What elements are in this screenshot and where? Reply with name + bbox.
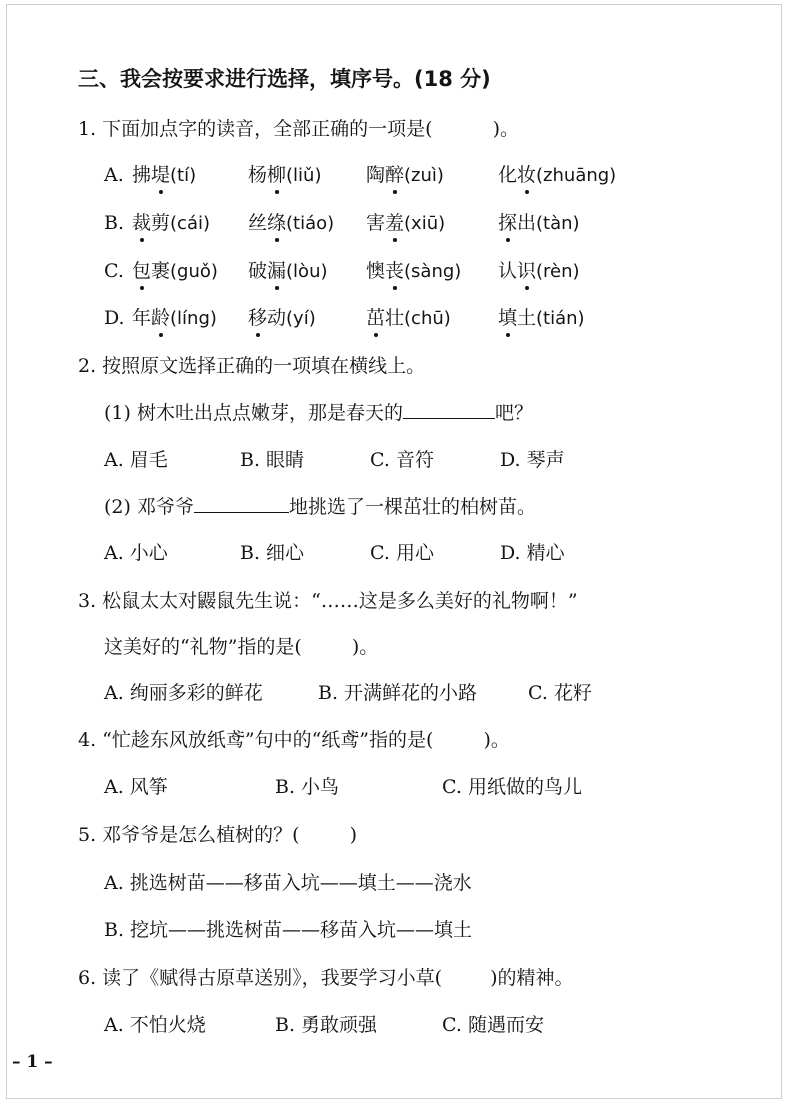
pinyin: (zhuāng): [536, 165, 617, 186]
option-b[interactable]: B. 小鸟: [275, 776, 340, 798]
dotted-char: 漏: [267, 260, 287, 282]
option-d-letter[interactable]: D.: [104, 307, 125, 329]
option-b[interactable]: B. 细心: [240, 542, 305, 564]
word-item: [366, 258, 461, 285]
question-6-stem: [78, 965, 574, 991]
question-4-stem-end: )。: [483, 729, 510, 751]
word-char: 杨: [248, 164, 268, 186]
option-c[interactable]: C. 用心: [370, 542, 434, 564]
word-char: 年: [132, 307, 152, 329]
question-2-sub2-end: 地挑选了一棵茁壮的柏树苗。: [288, 496, 536, 518]
option-b[interactable]: B. 勇敢顽强: [275, 1014, 378, 1036]
option-a[interactable]: A. 小心: [104, 542, 168, 564]
question-3-line2-text: 这美好的“礼物”指的是(: [104, 636, 302, 658]
option-b-letter[interactable]: B.: [104, 212, 125, 234]
word-char: 拂: [132, 164, 152, 186]
option-a-letter[interactable]: A.: [104, 164, 124, 186]
pinyin: (xiū): [404, 213, 446, 234]
word-char: 剪: [151, 212, 171, 234]
pinyin: (tàn): [536, 213, 580, 234]
question-3-line1: 3. 松鼠太太对鼹鼠先生说：“……这是多么美好的礼物啊！”: [78, 590, 578, 612]
dotted-char: 羞: [385, 212, 405, 234]
option-a[interactable]: A. 不怕火烧: [104, 1014, 206, 1036]
question-4-stem-text: 4. “忙趁东风放纸鸢”句中的“纸鸢”指的是(: [78, 729, 434, 751]
dotted-char: 探: [498, 212, 518, 234]
option-c[interactable]: C. 随遇而安: [442, 1014, 544, 1036]
pinyin: (rèn): [536, 261, 580, 282]
pinyin: (chū): [404, 308, 451, 329]
answer-blank[interactable]: [403, 418, 495, 419]
question-2-sub1-text: (1) 树木吐出点点嫩芽，那是春天的: [104, 402, 403, 424]
word-char: 丝: [248, 212, 268, 234]
word-item: [132, 258, 218, 285]
dotted-char: 醉: [385, 164, 405, 186]
question-1-stem: [78, 116, 519, 142]
word-item: [132, 162, 196, 189]
word-item: [498, 162, 616, 189]
question-2-sub1: [104, 400, 533, 426]
question-5-stem-end: ): [349, 824, 358, 846]
pinyin: (sàng): [404, 261, 462, 282]
dotted-char: 填: [498, 307, 518, 329]
question-6-stem-text: 6. 读了《赋得古原草送别》，我要学习小草(: [78, 967, 443, 989]
dotted-char: 识: [517, 260, 537, 282]
word-item: [248, 258, 328, 285]
question-3-line2-end: )。: [351, 636, 379, 658]
word-item: [132, 305, 217, 332]
dotted-char: 龄: [151, 307, 171, 329]
pinyin: (tián): [536, 308, 585, 329]
word-item: [366, 210, 445, 237]
word-char: 出: [517, 212, 537, 234]
pinyin: (tiáo): [286, 213, 335, 234]
dotted-char: 堤: [151, 164, 171, 186]
option-a[interactable]: A. 眉毛: [104, 449, 168, 471]
pinyin: (zuì): [404, 165, 444, 186]
question-6-stem-end: )的精神。: [490, 967, 574, 989]
dotted-char: 茁: [366, 307, 386, 329]
word-char: 害: [366, 212, 386, 234]
option-c-letter[interactable]: C.: [104, 260, 124, 282]
question-2-sub2-text: (2) 邓爷爷: [104, 496, 194, 518]
question-4-stem: [78, 727, 510, 753]
option-b[interactable]: B. 眼睛: [240, 449, 305, 471]
option-d[interactable]: D. 琴声: [500, 449, 565, 471]
word-item: [498, 305, 585, 332]
word-item: [248, 305, 316, 332]
word-item: [498, 258, 580, 285]
word-char: 破: [248, 260, 268, 282]
pinyin: (tí): [170, 165, 197, 186]
word-char: 裹: [151, 260, 171, 282]
option-d[interactable]: D. 精心: [500, 542, 565, 564]
option-c[interactable]: C. 花籽: [528, 682, 592, 704]
question-2-sub2: [104, 494, 536, 520]
option-c[interactable]: C. 用纸做的鸟儿: [442, 776, 582, 798]
question-3-line2: [104, 634, 378, 660]
pinyin: (yí): [286, 308, 316, 329]
word-item: [366, 305, 451, 332]
question-1-stem-end: )。: [492, 118, 520, 140]
option-a[interactable]: A. 绚丽多彩的鲜花: [104, 682, 263, 704]
dotted-char: 绦: [267, 212, 287, 234]
dotted-char: 丧: [385, 260, 405, 282]
pinyin: (líng): [170, 308, 217, 329]
pinyin: (guǒ): [170, 261, 218, 282]
dotted-char: 柳: [267, 164, 287, 186]
word-item: [248, 162, 322, 189]
word-char: 陶: [366, 164, 386, 186]
word-char: 土: [517, 307, 537, 329]
question-2-sub1-end: 吧？: [494, 402, 533, 424]
option-b[interactable]: B. 开满鲜花的小路: [318, 682, 478, 704]
pinyin: (cái): [170, 213, 211, 234]
option-b[interactable]: B. 挖坑——挑选树苗——移苗入坑——填土: [104, 919, 473, 941]
dotted-char: 移: [248, 307, 268, 329]
dotted-char: 妆: [517, 164, 537, 186]
word-char: 动: [267, 307, 287, 329]
word-char: 认: [498, 260, 518, 282]
dotted-char: 裁: [132, 212, 152, 234]
word-item: [248, 210, 334, 237]
option-a[interactable]: A. 风筝: [104, 776, 168, 798]
option-a[interactable]: A. 挑选树苗——移苗入坑——填土——浇水: [104, 872, 472, 894]
word-item: [366, 162, 444, 189]
word-char: 化: [498, 164, 518, 186]
word-char: 懊: [366, 260, 386, 282]
dotted-char: 包: [132, 260, 152, 282]
word-item: [498, 210, 580, 237]
question-1-stem-text: 1. 下面加点字的读音，全部正确的一项是(: [78, 118, 433, 140]
question-5-stem-text: 5. 邓爷爷是怎么植树的？(: [78, 824, 300, 846]
word-item: [132, 210, 210, 237]
section-title: 三、我会按要求进行选择，填序号。(18 分): [78, 67, 491, 91]
answer-blank[interactable]: [194, 512, 289, 513]
pinyin: (liǔ): [286, 165, 322, 186]
question-5-stem: [78, 822, 357, 848]
question-2-stem: 2. 按照原文选择正确的一项填在横线上。: [78, 355, 426, 377]
pinyin: (lòu): [286, 261, 328, 282]
option-c[interactable]: C. 音符: [370, 449, 434, 471]
page-number: – 1 –: [12, 1052, 53, 1072]
word-char: 壮: [385, 307, 405, 329]
